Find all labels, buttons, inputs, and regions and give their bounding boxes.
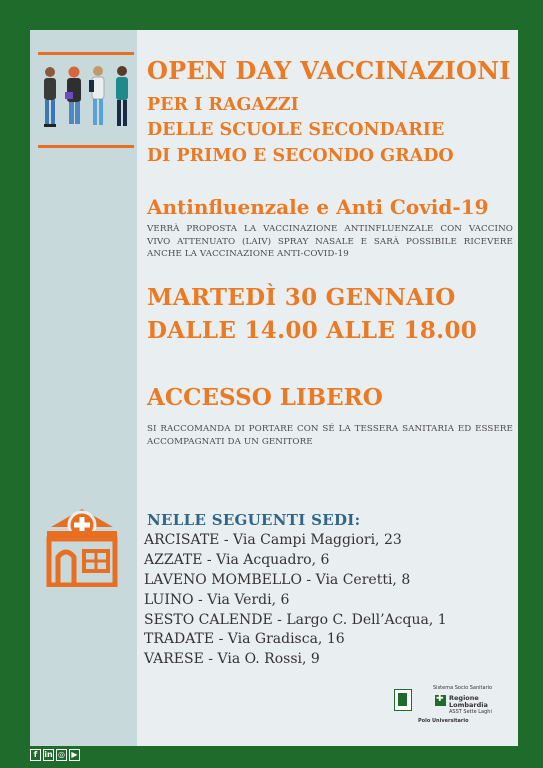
region-cross-icon [435,695,446,706]
subtitle-line-3: DI PRIMO E SECONDO GRADO [147,146,454,166]
location-item: AZZATE - Via Acquadro, 6 [144,552,330,568]
asst-label: ASST Sette Laghi [449,709,492,715]
access-note: SI RACCOMANDA DI PORTARE CON SÉ LA TESSERA SANITARIA ED ESSERE ACCOMPAGNATI DA UN GENITORE [147,424,513,447]
region-label-2: Lombardia [449,701,488,709]
event-date: MARTEDÌ 30 GENNAIO [147,284,456,311]
youtube-icon[interactable]: ▶ [69,749,80,761]
location-item: SESTO CALENDE - Largo C. Dell’Acqua, 1 [144,612,447,628]
instagram-icon[interactable]: ◎ [56,749,67,761]
students-illustration [38,64,134,142]
university-logo [394,689,412,711]
page-title: OPEN DAY VACCINAZIONI [147,56,511,85]
facebook-icon[interactable]: f [30,749,41,761]
access-heading: ACCESSO LIBERO [147,384,383,411]
subtitle-line-2: DELLE SCUOLE SECONDARIE [147,120,445,140]
location-item: TRADATE - Via Gradisca, 16 [144,631,345,647]
event-time: DALLE 14.00 ALLE 18.00 [147,317,478,344]
vaccine-heading: Antinfluenzale e Anti Covid-19 [147,195,489,219]
hospital-icon [41,505,123,587]
location-item: ARCISATE - Via Campi Maggiori, 23 [144,532,402,548]
location-item: LUINO - Via Verdi, 6 [144,592,290,608]
subtitle-line-1: PER I RAGAZZI [147,95,299,115]
linkedin-icon[interactable]: in [44,750,53,759]
poster-panel [30,30,518,746]
institution-logos [394,685,504,730]
system-label: Sistema Socio Sanitario [433,685,493,691]
vaccine-description: VERRÀ PROPOSTA LA VACCINAZIONE ANTINFLUENZALE CON VACCINO VIVO ATTENUATO (LAIV) SPRAY NASALE E SARÀ POSSIBILE RICEVERE ANCHE LA VACCINAZIONE ANTI-COVID-19 [147,224,513,259]
orange-divider-top [38,52,134,55]
orange-divider-bottom [38,145,134,148]
region-label-1: Regione [449,694,479,702]
polo-label: Polo Universitario [418,718,469,724]
location-item: VARESE - Via O. Rossi, 9 [144,651,320,667]
location-item: LAVENO MOMBELLO - Via Ceretti, 8 [144,572,411,588]
social-links [30,749,80,761]
locations-heading: NELLE SEGUENTI SEDI: [147,511,361,529]
